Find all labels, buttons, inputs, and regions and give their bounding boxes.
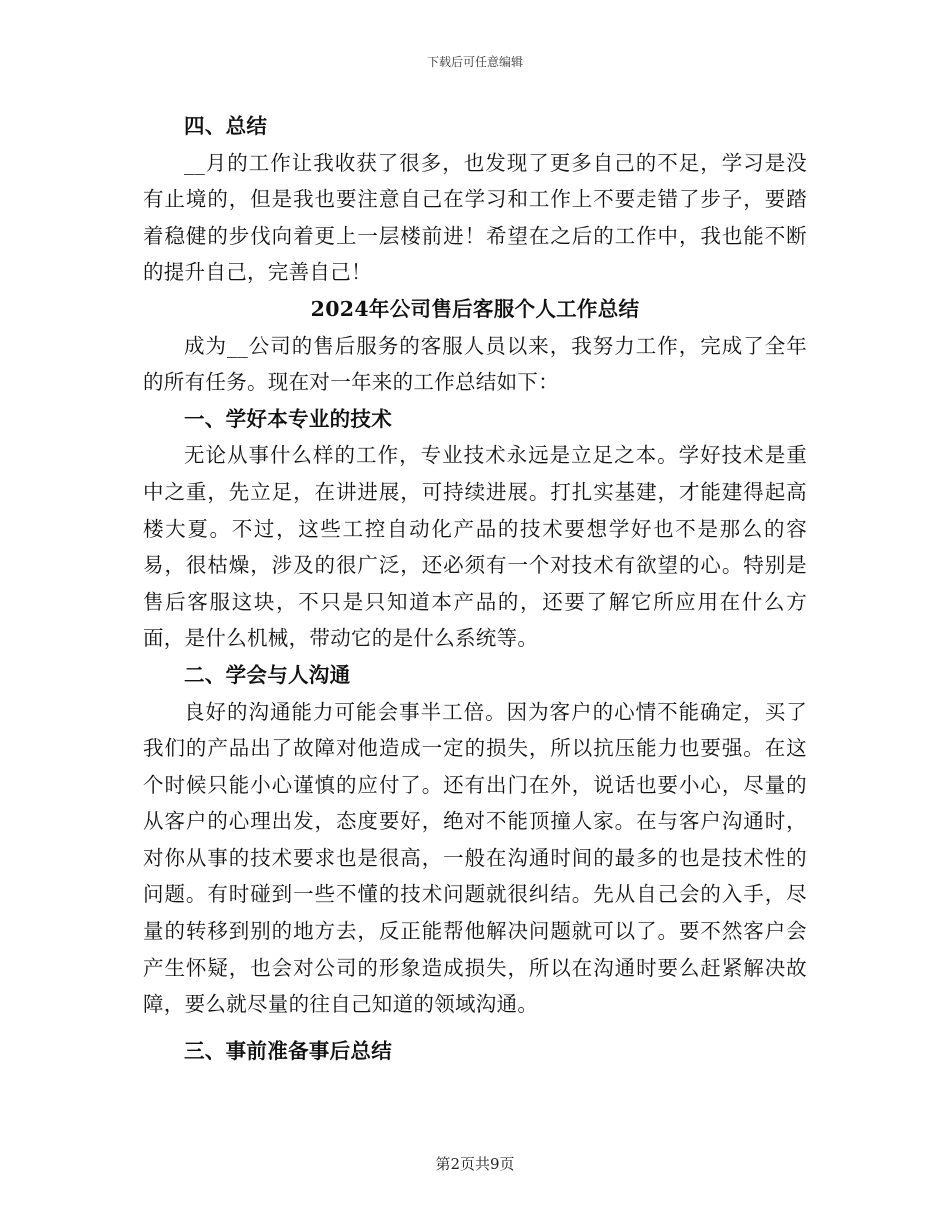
section-heading-preparation: 三、事前准备事后总结 (184, 1038, 392, 1063)
section-heading-technology: 一、学好本专业的技术 (184, 406, 392, 431)
document-title: 2024年公司售后客服个人工作总结 (310, 296, 640, 321)
summary-paragraph: __月的工作让我收获了很多，也发现了更多自己的不足，学习是没有止境的，但是我也要注意自己在学习和工作上不要走错了步子，要踏着稳健的步伐向着更上一层楼前进！希望在之后的工作中，我也能不断的提升自己，完善自己！ (143, 150, 807, 285)
document-body (143, 108, 807, 1069)
section-heading-summary: 四、总结 (184, 114, 268, 138)
page-footer: 第2页共9页 (435, 1155, 515, 1173)
page-header: 下载后可任意编辑 (426, 55, 523, 69)
section-heading-communication: 二、学会与人沟通 (184, 662, 351, 687)
communication-paragraph: 良好的沟通能力可能会事半工倍。因为客户的心情不能确定，买了我们的产品出了故障对他造成一定的损失，所以抗压能力也要强。在这个时候只能小心谨慎的应付了。还有出门在外，说话也要小心，尽量的从客户的心理出发，态度要好，绝对不能顶撞人家。在与客户沟通时，对你从事的技术要求也是很高，一般在沟通时间的最多的也是技术性的问题。有时碰到一些不懂的技术问题就很纠结。先从自己会的入手，尽量的转移到别的地方去，反正能帮他解决问题就可以了。要不然客户会产生怀疑，也会对公司的形象造成损失，所以在沟通时要么赶紧解决故障，要么就尽量的往自己知道的领域沟通。 (143, 699, 807, 1017)
spacer (143, 1023, 807, 1033)
technology-paragraph: 无论从事什么样的工作，专业技术永远是立足之本。学好技术是重中之重，先立足，在讲进展，可持续进展。打扎实基建，才能建得起高楼大夏。不过，这些工控自动化产品的技术要想学好也不是那么的容易，很枯燥，涉及的很广泛，还必须有一个对技术有欲望的心。特别是售后客服这块，不只是只知道本产品的，还要了解它所应用在什么方面，是什么机械，带动它的是什么系统等。 (143, 443, 807, 651)
intro-paragraph: 成为__公司的售后服务的客服人员以来，我努力工作，完成了全年的所有任务。现在对一年来的工作总结如下： (143, 333, 807, 395)
